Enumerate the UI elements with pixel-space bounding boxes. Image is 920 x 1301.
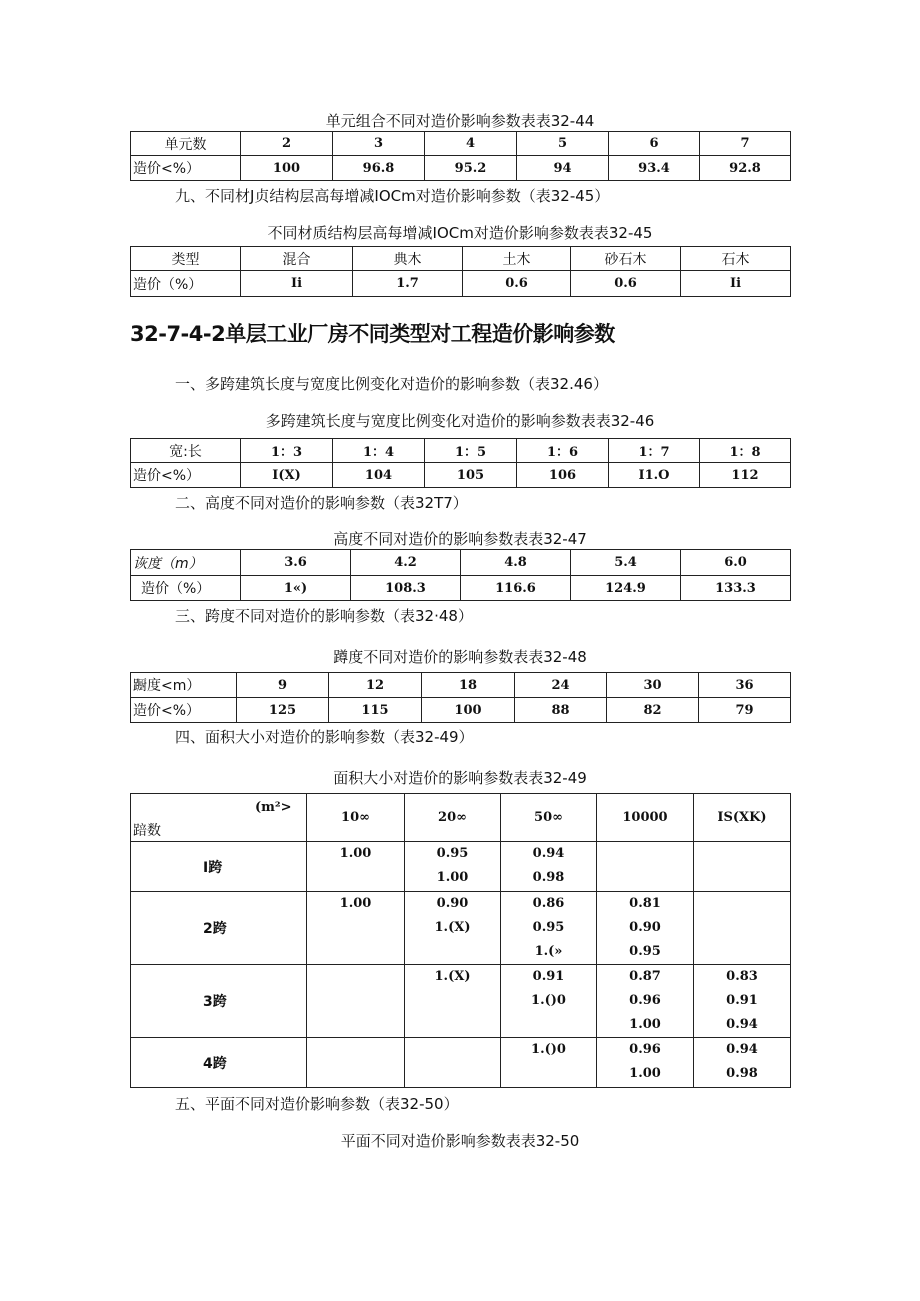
table-cell: 105 xyxy=(425,463,517,488)
column-header: 4 xyxy=(425,132,517,156)
column-header: 混合 xyxy=(241,247,353,271)
table-cell: 104 xyxy=(333,463,425,488)
cell-value: 1.(X) xyxy=(434,969,471,984)
corner-label: 踣数 xyxy=(133,823,161,839)
table-cell xyxy=(405,842,501,892)
column-header: 50∞ xyxy=(501,794,597,842)
table-cell xyxy=(307,965,405,1038)
table-cell xyxy=(501,1038,597,1088)
table-32-46-caption: 多跨建筑长度与宽度比例变化对造价的影响参数表表32-46 xyxy=(265,412,655,430)
table-32-47-caption: 高度不同对造价的影响参数表表32-47 xyxy=(333,530,587,548)
header-label: 宽:长 xyxy=(131,439,241,463)
row-label: 造价<%） xyxy=(131,463,241,488)
column-header: 10000 xyxy=(597,794,694,842)
paragraph-2: 二、高度不同对造价的影响参数（表32T7） xyxy=(175,494,468,512)
cell-value: 0.96 xyxy=(629,993,661,1008)
table-cell: 96.8 xyxy=(333,156,425,181)
table-cell: 100 xyxy=(422,698,515,723)
row-label: I跨 xyxy=(131,842,307,892)
table-cell: 82 xyxy=(607,698,699,723)
table-cell xyxy=(597,1038,694,1088)
cell-value: 1.(X) xyxy=(434,920,471,935)
row-label: 3跨 xyxy=(131,965,307,1038)
header-label: 单元数 xyxy=(131,132,241,156)
row-label: 造价（%） xyxy=(131,271,241,297)
header-label: 类型 xyxy=(131,247,241,271)
table-cell: 125 xyxy=(237,698,329,723)
column-header: 4.8 xyxy=(461,550,571,576)
column-header: 石木 xyxy=(681,247,791,271)
table-cell xyxy=(694,965,791,1038)
table-cell: 115 xyxy=(329,698,422,723)
row-label: 造价<%） xyxy=(131,156,241,181)
table-32-49 xyxy=(130,793,791,1088)
cell-value: 0.90 xyxy=(629,920,661,935)
table-cell: 0.6 xyxy=(463,271,571,297)
column-header: 20∞ xyxy=(405,794,501,842)
table-cell: 112 xyxy=(700,463,791,488)
column-header: IS(XK) xyxy=(694,794,791,842)
cell-value: 0.98 xyxy=(532,870,565,885)
cell-value: 0.95 xyxy=(436,846,469,861)
paragraph-1: 一、多跨建筑长度与宽度比例变化对造价的影响参数（表32.46） xyxy=(175,375,608,393)
table-cell: 124.9 xyxy=(571,576,681,601)
table-32-48 xyxy=(130,672,791,723)
column-header: 7 xyxy=(700,132,791,156)
paragraph-9: 九、不同材J贞结构层高每增减IOCm对造价影响参数（表32-45） xyxy=(175,187,610,205)
table-32-44 xyxy=(130,131,791,181)
table-cell: 92.8 xyxy=(700,156,791,181)
cell-value: 0.91 xyxy=(532,969,565,984)
table-row xyxy=(131,892,791,965)
header-label: 蹰度<m） xyxy=(131,673,237,698)
table-cell: I(X) xyxy=(241,463,333,488)
table-cell: 0.6 xyxy=(571,271,681,297)
table-32-49-caption: 面积大小对造价的影响参数表表32-49 xyxy=(333,769,587,787)
cell-value: 0.83 xyxy=(726,969,758,984)
column-header: 1：6 xyxy=(517,439,609,463)
cell-value: 0.98 xyxy=(726,1066,758,1081)
cell-value: 1.()0 xyxy=(531,993,566,1008)
table-cell: 79 xyxy=(699,698,791,723)
column-header: 18 xyxy=(422,673,515,698)
cell-value: 0.95 xyxy=(629,944,661,959)
table-cell xyxy=(501,965,597,1038)
cell-value: 1.00 xyxy=(436,870,469,885)
column-header: 30 xyxy=(607,673,699,698)
column-header: 6.0 xyxy=(681,550,791,576)
column-header: 1：7 xyxy=(609,439,700,463)
table-32-46 xyxy=(130,438,791,488)
cell-value: 0.81 xyxy=(629,896,661,911)
cell-value: 1.()0 xyxy=(531,1042,566,1057)
table-cell xyxy=(307,892,405,965)
cell-value: 1.(» xyxy=(534,944,563,959)
section-heading: 32-7-4-2单层工业厂房不同类型对工程造价影响参数 xyxy=(130,322,615,346)
column-header: 3 xyxy=(333,132,425,156)
cell-value: 1.00 xyxy=(629,1066,661,1081)
corner-cell xyxy=(131,794,307,842)
column-header: 1：4 xyxy=(333,439,425,463)
cell-value: 0.91 xyxy=(726,993,758,1008)
table-cell xyxy=(597,842,694,892)
table-32-47 xyxy=(130,549,791,601)
cell-value: 1.00 xyxy=(629,1017,661,1032)
table-32-45-caption: 不同材质结构层高每增减IOCm对造价影响参数表表32-45 xyxy=(267,224,653,242)
table-cell: Ii xyxy=(241,271,353,297)
table-cell xyxy=(307,842,405,892)
column-header: 1：3 xyxy=(241,439,333,463)
cell-value: 0.94 xyxy=(532,846,565,861)
row-label: 造价<%） xyxy=(131,698,237,723)
column-header: 2 xyxy=(241,132,333,156)
table-cell: 1«) xyxy=(241,576,351,601)
table-cell xyxy=(405,892,501,965)
table-row xyxy=(131,1038,791,1088)
paragraph-3: 三、跨度不同对造价的影响参数（表32·48） xyxy=(175,607,473,625)
table-cell xyxy=(597,892,694,965)
table-row xyxy=(131,965,791,1038)
column-header: 5.4 xyxy=(571,550,681,576)
row-label: 造价（%） xyxy=(131,576,241,601)
table-32-44-caption: 单元组合不同对造价影响参数表表32-44 xyxy=(325,112,595,130)
table-cell: 1.7 xyxy=(353,271,463,297)
column-header: 24 xyxy=(515,673,607,698)
cell-value: 0.90 xyxy=(436,896,469,911)
row-label: 4跨 xyxy=(131,1038,307,1088)
table-cell: 108.3 xyxy=(351,576,461,601)
table-cell xyxy=(501,842,597,892)
column-header: 典木 xyxy=(353,247,463,271)
column-header: 9 xyxy=(237,673,329,698)
table-32-45 xyxy=(130,246,791,297)
table-32-48-caption: 蹲度不同对造价的影响参数表表32-48 xyxy=(333,648,587,666)
table-cell: I1.O xyxy=(609,463,700,488)
table-cell xyxy=(307,1038,405,1088)
cell-value: 0.94 xyxy=(726,1017,758,1032)
cell-value: 0.94 xyxy=(726,1042,758,1057)
column-header: 36 xyxy=(699,673,791,698)
header-label: 诙度（m） xyxy=(131,550,241,576)
table-cell xyxy=(597,965,694,1038)
column-header: 土木 xyxy=(463,247,571,271)
column-header: 10∞ xyxy=(307,794,405,842)
table-cell xyxy=(694,1038,791,1088)
table-cell xyxy=(405,965,501,1038)
column-header: 12 xyxy=(329,673,422,698)
table-cell: 95.2 xyxy=(425,156,517,181)
cell-value: 1.00 xyxy=(339,896,372,911)
table-cell: 106 xyxy=(517,463,609,488)
table-row xyxy=(131,842,791,892)
table-cell: 94 xyxy=(517,156,609,181)
column-header: 6 xyxy=(609,132,700,156)
table-cell xyxy=(694,892,791,965)
table-cell xyxy=(405,1038,501,1088)
cell-value: 0.96 xyxy=(629,1042,661,1057)
table-cell xyxy=(694,842,791,892)
column-header: 砂石木 xyxy=(571,247,681,271)
column-header: 3.6 xyxy=(241,550,351,576)
table-cell: 100 xyxy=(241,156,333,181)
table-cell xyxy=(501,892,597,965)
table-cell: Ii xyxy=(681,271,791,297)
column-header: 4.2 xyxy=(351,550,461,576)
cell-value: 0.86 xyxy=(532,896,565,911)
column-header: 1：5 xyxy=(425,439,517,463)
table-32-50-caption: 平面不同对造价影响参数表表32-50 xyxy=(340,1132,580,1150)
paragraph-4: 四、面积大小对造价的影响参数（表32-49） xyxy=(175,728,474,746)
table-cell: 88 xyxy=(515,698,607,723)
column-header: 1：8 xyxy=(700,439,791,463)
table-cell: 116.6 xyxy=(461,576,571,601)
table-cell: 133.3 xyxy=(681,576,791,601)
column-header: 5 xyxy=(517,132,609,156)
table-cell: 93.4 xyxy=(609,156,700,181)
cell-value: 1.00 xyxy=(339,846,372,861)
paragraph-5: 五、平面不同对造价影响参数（表32-50） xyxy=(175,1095,459,1113)
cell-value: 0.87 xyxy=(629,969,661,984)
row-label: 2跨 xyxy=(131,892,307,965)
corner-unit: (m²> xyxy=(255,800,292,815)
cell-value: 0.95 xyxy=(532,920,565,935)
